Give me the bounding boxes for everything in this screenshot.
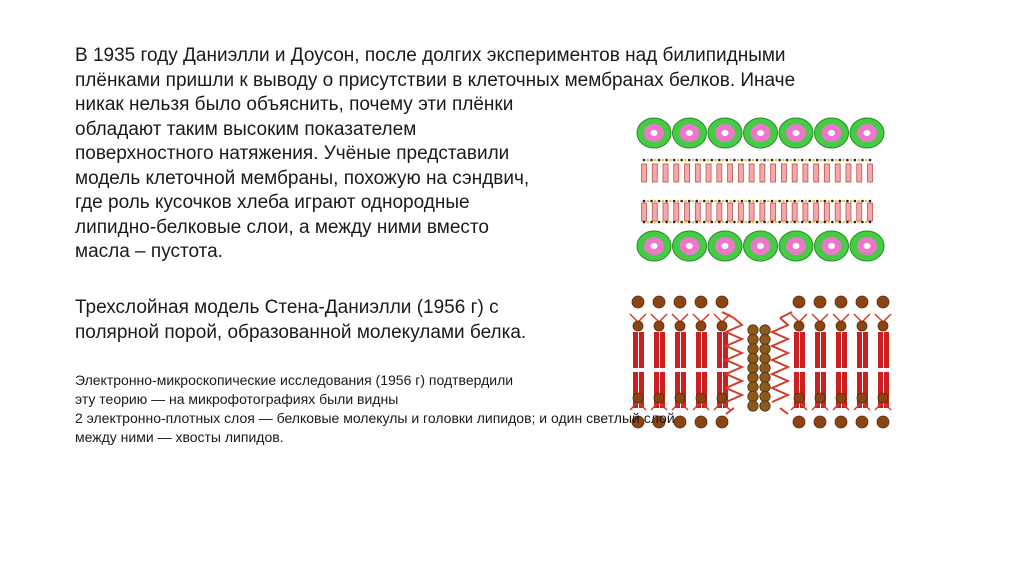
lipid-tail bbox=[835, 164, 840, 182]
lipid-tail bbox=[639, 332, 644, 368]
lipid-head bbox=[717, 393, 727, 403]
lipid-head bbox=[696, 393, 706, 403]
lipid-head bbox=[836, 321, 846, 331]
lipid-head bbox=[632, 296, 644, 308]
lipid-pair bbox=[693, 296, 709, 428]
lipid-tail bbox=[792, 164, 797, 182]
text-line: обладают таким высоким показателем bbox=[75, 118, 417, 140]
text-line: эту теорию — на микрофотографиях были видны bbox=[75, 391, 399, 407]
lipid-head bbox=[675, 321, 685, 331]
lipid-tail bbox=[824, 164, 829, 182]
lipid-head bbox=[815, 321, 825, 331]
lipid-head bbox=[856, 296, 868, 308]
lipid-tail bbox=[642, 203, 647, 221]
lipid-tail bbox=[771, 164, 776, 182]
lipid-head bbox=[674, 296, 686, 308]
lipid-tail bbox=[696, 332, 701, 368]
pore-protein-bead bbox=[748, 325, 758, 335]
lipid-head bbox=[835, 416, 847, 428]
protein-globule bbox=[779, 231, 813, 261]
lipid-tail bbox=[803, 203, 808, 221]
lipid-tail bbox=[706, 164, 711, 182]
pore-protein-bead bbox=[760, 334, 770, 344]
lipid-tail bbox=[717, 164, 722, 182]
lipid-head bbox=[835, 296, 847, 308]
lipid-head bbox=[794, 321, 804, 331]
protein-globule bbox=[815, 231, 849, 261]
lipid-head bbox=[815, 393, 825, 403]
lipid-tail bbox=[846, 164, 851, 182]
lipid-tail bbox=[663, 164, 668, 182]
lipid-head-row bbox=[643, 221, 872, 224]
pore-protein-bead bbox=[748, 334, 758, 344]
protein-globule bbox=[708, 118, 742, 148]
lipid-head bbox=[836, 393, 846, 403]
lipid-tail bbox=[654, 332, 659, 368]
lipid-tail bbox=[695, 164, 700, 182]
pore-protein-bead bbox=[748, 391, 758, 401]
lipid-tail bbox=[749, 164, 754, 182]
lipid-tail bbox=[835, 203, 840, 221]
lipid-tail bbox=[824, 203, 829, 221]
lipid-head bbox=[793, 296, 805, 308]
text-line: между ними — хвосты липидов. bbox=[75, 429, 284, 445]
protein-globule bbox=[673, 118, 707, 148]
lipid-tail bbox=[706, 203, 711, 221]
lipid-tail bbox=[842, 332, 847, 368]
lipid-head bbox=[696, 321, 706, 331]
pore-helix-end bbox=[726, 408, 734, 414]
lipid-tail bbox=[771, 203, 776, 221]
pore-protein-bead bbox=[748, 372, 758, 382]
sandwich-membrane-figure bbox=[636, 112, 886, 272]
pore-helix-end bbox=[722, 312, 734, 318]
lipid-head bbox=[653, 296, 665, 308]
lipid-tail bbox=[836, 332, 841, 368]
lipid-tail bbox=[821, 332, 826, 368]
lipid-tail bbox=[814, 164, 819, 182]
lipid-tail bbox=[781, 203, 786, 221]
stein-danielli-paragraph bbox=[75, 296, 526, 345]
protein-globule bbox=[779, 118, 813, 148]
protein-globule bbox=[637, 231, 671, 261]
text-line: В 1935 году Даниэлли и Доусон, после долгих экспериментов над билипидными bbox=[75, 45, 786, 66]
lipid-head bbox=[633, 321, 643, 331]
lipid-tail bbox=[868, 164, 873, 182]
lipid-tail bbox=[781, 164, 786, 182]
lipid-head bbox=[716, 296, 728, 308]
text-line: липидно-белковые слои, а между ними вместо bbox=[75, 216, 489, 238]
lipid-tail bbox=[857, 164, 862, 182]
lipid-pair bbox=[812, 296, 828, 428]
text-line: полярной порой, образованной молекулами белка. bbox=[75, 321, 527, 343]
text-line: модель клеточной мембраны, похожую на сэндвич, bbox=[75, 167, 530, 189]
lipid-head bbox=[793, 416, 805, 428]
lipid-tail bbox=[674, 203, 679, 221]
lipid-pair bbox=[833, 296, 849, 428]
text-line: поверхностного натяжения. Учёные представили bbox=[75, 143, 510, 164]
lipid-tail bbox=[800, 332, 805, 368]
lipid-head bbox=[675, 393, 685, 403]
lipid-head bbox=[878, 321, 888, 331]
lipid-tail bbox=[702, 332, 707, 368]
pore-protein-bead bbox=[760, 391, 770, 401]
pore-protein-bead bbox=[760, 363, 770, 373]
lipid-tail bbox=[857, 332, 862, 368]
lipid-head-row bbox=[643, 200, 872, 203]
text-line: Трехслойная модель Стена-Даниэлли (1956 г) с bbox=[75, 297, 499, 318]
lipid-tail bbox=[760, 164, 765, 182]
lipid-tail bbox=[652, 203, 657, 221]
lipid-tail bbox=[728, 164, 733, 182]
electron-microscopy-paragraph bbox=[75, 371, 675, 447]
lipid-head bbox=[674, 416, 686, 428]
lipid-tail bbox=[815, 332, 820, 368]
lipid-head bbox=[695, 296, 707, 308]
lipid-head bbox=[857, 393, 867, 403]
lipid-tail bbox=[660, 332, 665, 368]
lipid-head bbox=[695, 416, 707, 428]
pore-protein-bead bbox=[748, 382, 758, 392]
lipid-tail bbox=[749, 203, 754, 221]
pore-protein-bead bbox=[760, 372, 770, 382]
pore-helix-end bbox=[780, 408, 788, 414]
pore-protein-bead bbox=[760, 353, 770, 363]
lipid-head bbox=[654, 321, 664, 331]
lipid-tail bbox=[863, 332, 868, 368]
lipid-head bbox=[877, 296, 889, 308]
pore-protein-bead bbox=[760, 401, 770, 411]
lipid-tail bbox=[723, 332, 728, 368]
protein-globule bbox=[850, 231, 884, 261]
lipid-head bbox=[856, 416, 868, 428]
pore-protein-bead bbox=[748, 344, 758, 354]
lipid-pair bbox=[875, 296, 891, 428]
lipid-head-row bbox=[643, 159, 872, 162]
lipid-tail bbox=[738, 203, 743, 221]
protein-globule bbox=[744, 118, 778, 148]
lipid-tail bbox=[717, 332, 722, 368]
lipid-head bbox=[877, 416, 889, 428]
lipid-tail bbox=[846, 203, 851, 221]
pore-protein-bead bbox=[748, 353, 758, 363]
protein-globule bbox=[673, 231, 707, 261]
text-line: масла – пустота. bbox=[75, 241, 223, 262]
pore-helix-right bbox=[772, 318, 788, 402]
lipid-pair bbox=[854, 296, 870, 428]
lipid-tail bbox=[878, 332, 883, 368]
lipid-pair bbox=[791, 296, 807, 428]
lipid-tail bbox=[728, 203, 733, 221]
protein-globule bbox=[850, 118, 884, 148]
lipid-tail bbox=[794, 332, 799, 368]
pore-helix-end bbox=[780, 312, 792, 318]
lipid-tail bbox=[642, 164, 647, 182]
lipid-tail bbox=[681, 332, 686, 368]
text-line: плёнками пришли к выводу о присутствии в клеточных мембранах белков. Иначе bbox=[75, 69, 796, 91]
pore-protein-bead bbox=[760, 344, 770, 354]
lipid-tail bbox=[674, 164, 679, 182]
pore-protein-bead bbox=[760, 325, 770, 335]
pore-protein-bead bbox=[748, 401, 758, 411]
text-line: где роль кусочков хлеба играют однородные bbox=[75, 192, 470, 213]
lipid-head bbox=[814, 416, 826, 428]
lipid-head bbox=[857, 321, 867, 331]
lipid-head bbox=[814, 296, 826, 308]
text-line: никак нельзя было объяснить, почему эти плёнки bbox=[75, 94, 514, 115]
lipid-tail bbox=[884, 332, 889, 368]
lipid-tail bbox=[695, 203, 700, 221]
protein-globule bbox=[637, 118, 671, 148]
lipid-tail bbox=[792, 203, 797, 221]
protein-globule bbox=[744, 231, 778, 261]
lipid-head bbox=[716, 416, 728, 428]
lipid-tail bbox=[717, 203, 722, 221]
lipid-tail bbox=[814, 203, 819, 221]
lipid-head bbox=[717, 321, 727, 331]
lipid-tail bbox=[760, 203, 765, 221]
lipid-head bbox=[878, 393, 888, 403]
lipid-tail bbox=[633, 332, 638, 368]
pore-helix-left bbox=[726, 318, 742, 402]
lipid-tail bbox=[803, 164, 808, 182]
lipid-tail bbox=[663, 203, 668, 221]
protein-globule bbox=[708, 231, 742, 261]
lipid-tail bbox=[685, 203, 690, 221]
protein-globule bbox=[815, 118, 849, 148]
lipid-tail bbox=[738, 164, 743, 182]
lipid-tail bbox=[675, 332, 680, 368]
pore-protein-bead bbox=[760, 382, 770, 392]
text-line: Электронно-микроскопические исследования (1956 г) подтвердили bbox=[75, 372, 514, 388]
lipid-tail bbox=[857, 203, 862, 221]
lipid-tail bbox=[685, 164, 690, 182]
lipid-tail bbox=[652, 164, 657, 182]
pore-protein-bead bbox=[748, 363, 758, 373]
lipid-head bbox=[794, 393, 804, 403]
text-line: 2 электронно-плотных слоя — белковые молекулы и головки липидов; и один светлый слой bbox=[75, 410, 675, 426]
lipid-tail bbox=[868, 203, 873, 221]
